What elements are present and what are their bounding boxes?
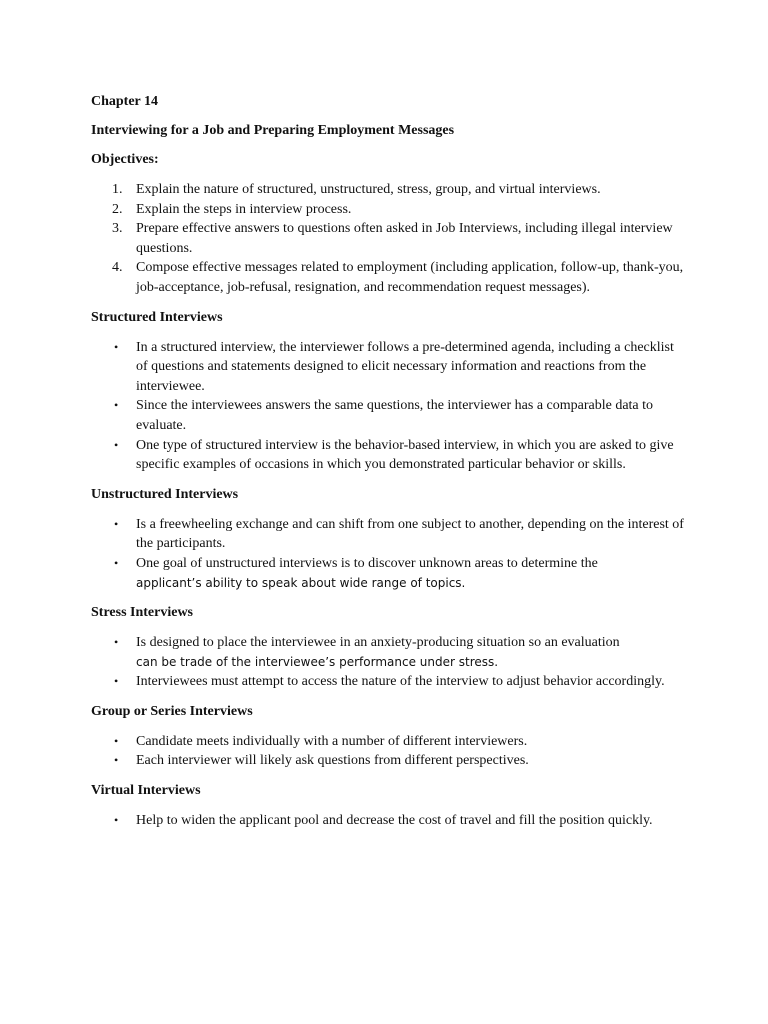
bullet-item xyxy=(91,338,688,397)
section-heading-group: Group or Series Interviews xyxy=(91,703,253,719)
group-bullets xyxy=(91,732,688,771)
bullet-icon: • xyxy=(114,635,119,650)
section-heading-virtual: Virtual Interviews xyxy=(91,783,201,799)
section-heading-structured: Structured Interviews xyxy=(91,309,223,325)
bullet-item xyxy=(91,672,688,692)
bullet-item xyxy=(91,811,688,831)
bullet-text: Help to widen the applicant pool and decrease the cost of travel and fill the position quickly. xyxy=(136,813,653,829)
bullet-text: In a structured interview, the interviewer follows a pre-determined agenda, including a checklist of questions and statements designed to elicit necessary information and reactions from the interviewee. xyxy=(136,339,674,394)
virtual-bullets xyxy=(91,811,688,831)
objective-item xyxy=(91,219,688,258)
structured-bullets xyxy=(91,338,688,475)
objective-text: Prepare effective answers to questions often asked in Job Interviews, including illegal interview questions. xyxy=(136,221,673,256)
section-heading-stress: Stress Interviews xyxy=(91,605,194,621)
objective-text: Explain the nature of structured, unstructured, stress, group, and virtual interviews. xyxy=(136,182,601,197)
stress-bullets xyxy=(91,633,688,692)
list-number: 3. xyxy=(112,221,123,237)
bullet-icon: • xyxy=(114,813,119,828)
bullet-text: One goal of unstructured interviews is to discover unknown areas to determine the xyxy=(136,555,598,571)
bullet-text: Interviewees must attempt to access the nature of the interview to adjust behavior accordingly. xyxy=(136,674,665,690)
bullet-icon: • xyxy=(114,437,119,452)
bullet-item xyxy=(91,554,688,593)
bullet-icon: • xyxy=(114,674,119,689)
list-number: 2. xyxy=(112,201,123,217)
chapter-label: Chapter 14 xyxy=(91,94,159,109)
bullet-icon: • xyxy=(114,555,119,570)
objective-text: Explain the steps in interview process. xyxy=(136,201,352,217)
bullet-item xyxy=(91,515,688,554)
bullet-icon: • xyxy=(114,398,119,413)
bullet-text: Is designed to place the interviewee in an anxiety-producing situation so an evaluation xyxy=(136,635,620,651)
document-title: Interviewing for a Job and Preparing Employment Messages xyxy=(91,123,455,138)
objectives-heading: Objectives: xyxy=(91,152,159,167)
objective-item xyxy=(91,258,688,297)
objective-item xyxy=(91,180,688,200)
bullet-item xyxy=(91,751,688,771)
bullet-icon: • xyxy=(114,339,119,354)
bullet-text: Each interviewer will likely ask questions from different perspectives. xyxy=(136,753,529,769)
list-number: 4. xyxy=(112,260,123,276)
bullet-text: Is a freewheeling exchange and can shift from one subject to another, depending on the interest of the participants. xyxy=(136,516,684,552)
bullet-item xyxy=(91,732,688,752)
section-heading-unstructured: Unstructured Interviews xyxy=(91,486,239,502)
bullet-item xyxy=(91,436,688,475)
bullet-text: Candidate meets individually with a number of different interviewers. xyxy=(136,733,528,749)
bullet-text-continuation: applicant’s ability to speak about wide range of topics. xyxy=(136,575,466,590)
objective-text: Compose effective messages related to employment (including application, follow-up, thank-you, job-acceptance, job-refusal, resignation, and recommendation request messages). xyxy=(136,260,684,295)
bullet-text-continuation: can be trade of the interviewee’s performance under stress. xyxy=(136,654,499,669)
objectives-list xyxy=(91,180,688,298)
bullet-text: Since the interviewees answers the same questions, the interviewer has a comparable data to evaluate. xyxy=(136,398,654,433)
unstructured-bullets xyxy=(91,515,688,593)
bullet-text: One type of structured interview is the behavior-based interview, in which you are asked to give specific examples of occasions in which you demonstrated particular behavior or skills. xyxy=(136,437,674,473)
bullet-icon: • xyxy=(114,753,119,768)
bullet-icon: • xyxy=(114,733,119,748)
bullet-item xyxy=(91,396,688,435)
bullet-icon: • xyxy=(114,516,119,531)
objective-item xyxy=(91,200,688,220)
list-number: 1. xyxy=(112,182,123,197)
bullet-item xyxy=(91,633,688,672)
